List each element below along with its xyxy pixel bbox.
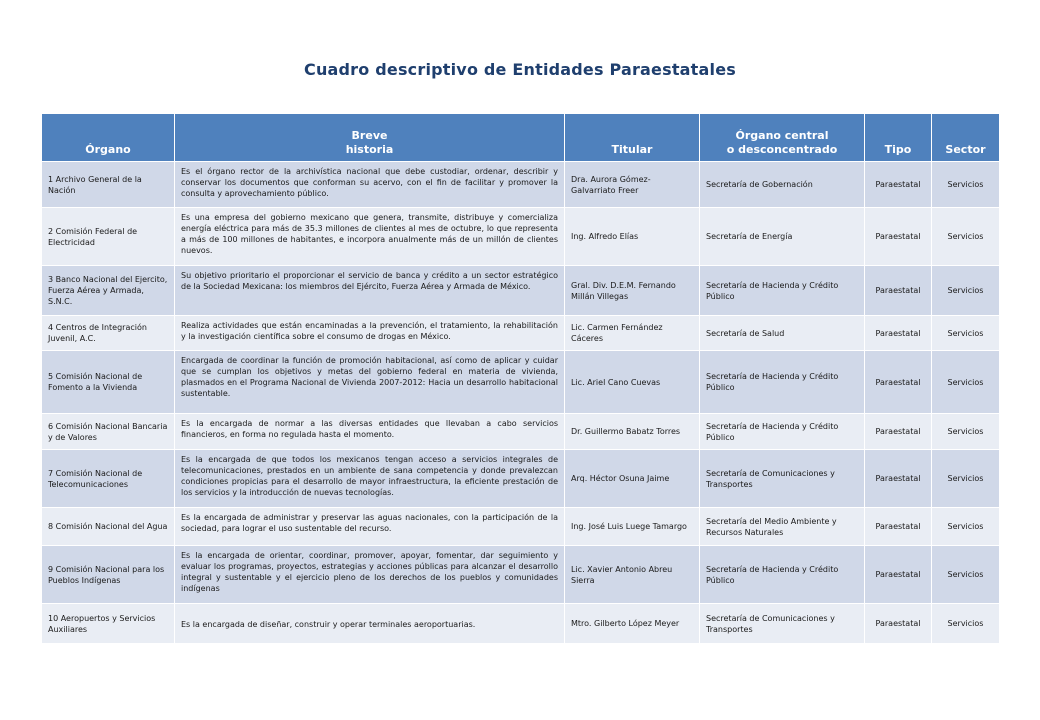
cell-historia: Es la encargada de normar a las diversas entidades que llevaban a cabo servicios financieros, en forma no regulada hasta el momento. (175, 414, 565, 450)
table-row (42, 450, 1000, 508)
cell-organo: 6 Comisión Nacional Bancaria y de Valores (42, 414, 175, 450)
cell-tipo: Paraestatal (865, 266, 932, 316)
cell-sector: Servicios (932, 450, 1000, 508)
cell-sector: Servicios (932, 208, 1000, 266)
cell-tipo: Paraestatal (865, 414, 932, 450)
cell-titular: Dra. Aurora Gómez-Galvarriato Freer (565, 162, 700, 208)
cell-organo-central: Secretaría de Comunicaciones y Transportes (700, 604, 865, 644)
cell-sector: Servicios (932, 604, 1000, 644)
cell-organo: 10 Aeropuertos y Servicios Auxiliares (42, 604, 175, 644)
table-row (42, 604, 1000, 644)
cell-historia: Es el órgano rector de la archivística nacional que debe custodiar, ordenar, describir y conservar los documentos que conforman su acervo, con el fin de facilitar y promover la consulta y aprovechamiento público. (175, 162, 565, 208)
cell-tipo: Paraestatal (865, 316, 932, 351)
cell-organo-central: Secretaría de Hacienda y Crédito Público (700, 351, 865, 414)
cell-historia: Es la encargada de administrar y preservar las aguas nacionales, con la participación de la sociedad, para lograr el uso sustentable del recurso. (175, 508, 565, 546)
page-title: Cuadro descriptivo de Entidades Paraestatales (304, 60, 736, 79)
cell-organo-central: Secretaría de Gobernación (700, 162, 865, 208)
cell-sector: Servicios (932, 414, 1000, 450)
cell-organo: 4 Centros de Integración Juvenil, A.C. (42, 316, 175, 351)
header-organo: Órgano (42, 114, 175, 162)
cell-tipo: Paraestatal (865, 508, 932, 546)
cell-tipo: Paraestatal (865, 351, 932, 414)
cell-sector: Servicios (932, 508, 1000, 546)
cell-organo: 7 Comisión Nacional de Telecomunicaciones (42, 450, 175, 508)
table-row (42, 266, 1000, 316)
cell-historia: Encargada de coordinar la función de promoción habitacional, así como de aplicar y cuidar que se cumplan los objetivos y metas del gobierno federal en materia de vivienda, plasmados en el Programa Nacional de Vivienda 2007-2012: Hacia un desarrollo habitacional sustentable. (175, 351, 565, 414)
cell-historia: Es la encargada de orientar, coordinar, promover, apoyar, fomentar, dar seguimiento y evaluar los programas, proyectos, estrategias y acciones públicas para alcanzar el desarrollo integral y sustentable y el ejercicio pleno de los derechos de los pueblos y comunidades indígenas (175, 546, 565, 604)
cell-titular: Dr. Guillermo Babatz Torres (565, 414, 700, 450)
cell-organo-central: Secretaría de Salud (700, 316, 865, 351)
cell-sector: Servicios (932, 546, 1000, 604)
table-row (42, 316, 1000, 351)
header-sector: Sector (932, 114, 1000, 162)
cell-tipo: Paraestatal (865, 450, 932, 508)
cell-historia: Es la encargada de diseñar, construir y operar terminales aeroportuarias. (175, 604, 565, 644)
table-row (42, 546, 1000, 604)
cell-organo-central: Secretaría de Energía (700, 208, 865, 266)
table-header-row (42, 114, 1000, 162)
cell-titular: Ing. Alfredo Elías (565, 208, 700, 266)
header-organo-central: Órgano central o desconcentrado (700, 114, 865, 162)
table-row (42, 162, 1000, 208)
cell-sector: Servicios (932, 162, 1000, 208)
cell-titular: Gral. Div. D.E.M. Fernando Millán Villegas (565, 266, 700, 316)
header-titular: Titular (565, 114, 700, 162)
table-row (42, 414, 1000, 450)
cell-tipo: Paraestatal (865, 546, 932, 604)
cell-sector: Servicios (932, 351, 1000, 414)
cell-organo-central: Secretaría de Hacienda y Crédito Público (700, 266, 865, 316)
table-row (42, 208, 1000, 266)
cell-organo-central: Secretaría del Medio Ambiente y Recursos Naturales (700, 508, 865, 546)
cell-sector: Servicios (932, 316, 1000, 351)
cell-tipo: Paraestatal (865, 208, 932, 266)
cell-organo: 2 Comisión Federal de Electricidad (42, 208, 175, 266)
cell-organo: 3 Banco Nacional del Ejercito, Fuerza Aérea y Armada, S.N.C. (42, 266, 175, 316)
cell-titular: Lic. Ariel Cano Cuevas (565, 351, 700, 414)
cell-titular: Mtro. Gilberto López Meyer (565, 604, 700, 644)
cell-titular: Ing. José Luis Luege Tamargo (565, 508, 700, 546)
table-row (42, 508, 1000, 546)
cell-titular: Arq. Héctor Osuna Jaime (565, 450, 700, 508)
cell-tipo: Paraestatal (865, 604, 932, 644)
cell-historia: Su objetivo prioritario el proporcionar el servicio de banca y crédito a un sector estratégico de la Sociedad Mexicana: los miembros del Ejército, Fuerza Aérea y Armada de México. (175, 266, 565, 316)
cell-organo: 9 Comisión Nacional para los Pueblos Indígenas (42, 546, 175, 604)
cell-historia: Realiza actividades que están encaminadas a la prevención, el tratamiento, la rehabilitación y la investigación científica sobre el consumo de drogas en México. (175, 316, 565, 351)
cell-sector: Servicios (932, 266, 1000, 316)
header-tipo: Tipo (865, 114, 932, 162)
cell-tipo: Paraestatal (865, 162, 932, 208)
entities-table (41, 113, 1000, 644)
cell-organo-central: Secretaría de Comunicaciones y Transportes (700, 450, 865, 508)
cell-organo: 5 Comisión Nacional de Fomento a la Vivienda (42, 351, 175, 414)
cell-titular: Lic. Xavier Antonio Abreu Sierra (565, 546, 700, 604)
table-row (42, 351, 1000, 414)
cell-organo-central: Secretaría de Hacienda y Crédito Público (700, 546, 865, 604)
header-breve-historia: Breve historia (175, 114, 565, 162)
cell-titular: Lic. Carmen Fernández Cáceres (565, 316, 700, 351)
cell-historia: Es una empresa del gobierno mexicano que genera, transmite, distribuye y comercializa energía eléctrica para más de 35.3 millones de clientes al mes de octubre, lo que representa a más de 100 millones de habitantes, e incorpora anualmente más de un millón de clientes nuevos. (175, 208, 565, 266)
cell-organo: 8 Comisión Nacional del Agua (42, 508, 175, 546)
cell-historia: Es la encargada de que todos los mexicanos tengan acceso a servicios integrales de telecomunicaciones, prestados en un ambiente de sana competencia y donde prevalezcan condiciones propicias para el desarrollo de mayor infraestructura, la eficiente prestación de los servicios y la introducción de nuevas tecnologías. (175, 450, 565, 508)
cell-organo: 1 Archivo General de la Nación (42, 162, 175, 208)
cell-organo-central: Secretaría de Hacienda y Crédito Público (700, 414, 865, 450)
